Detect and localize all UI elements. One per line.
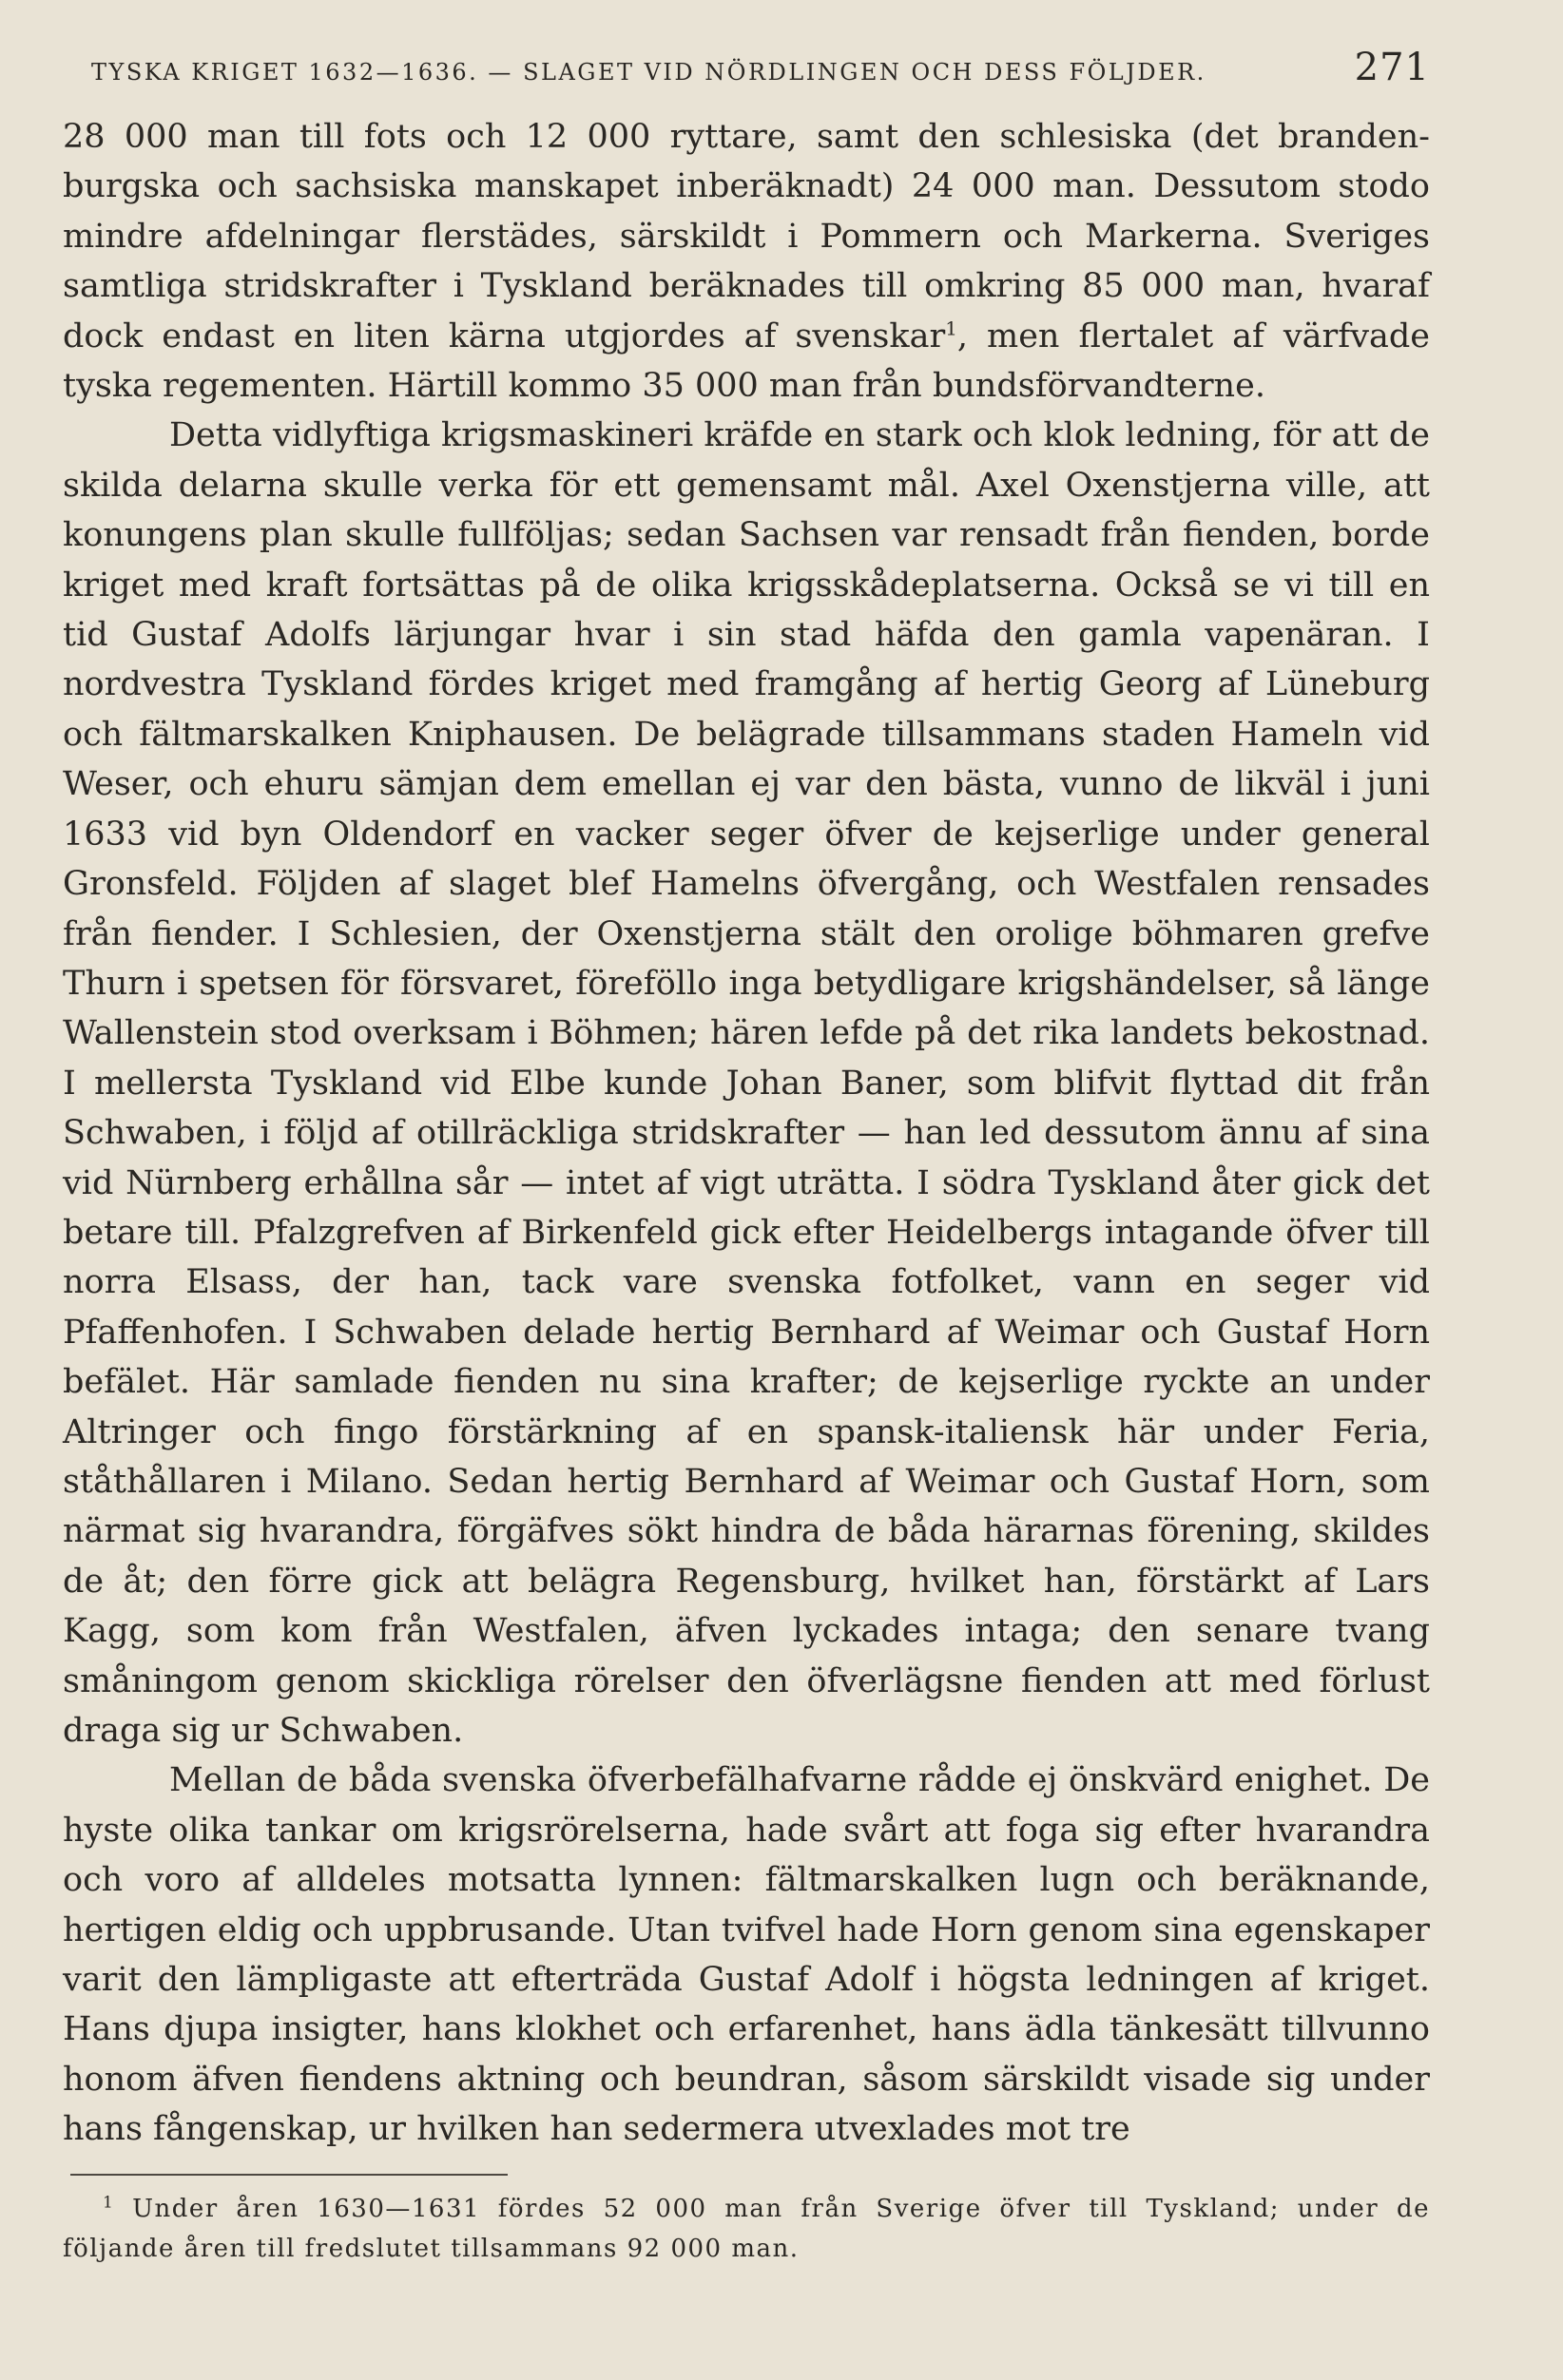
footnote-divider [70,2174,508,2176]
paragraph-2: Detta vidlyftiga krigsmaskineri kräfde en stark och klok ledning, för att de skilda delarna skulle verka för ett gemensamt mål. Axel Oxenstjerna ville, att konungens plan skulle fullföljas; sedan Sachsen var rensadt från fienden, borde kriget med kraft fortsättas på de olika krigsskådeplatserna. Också se vi till en tid Gustaf Adolfs lärjungar hvar i sin stad häfda den gamla vapenäran. I nordvestra Tyskland fördes kriget med framgång af hertig Georg af Lüneburg och fältmarskalken Kniphausen. De belägrade tillsammans staden Hameln vid Weser, och ehuru sämjan dem emellan ej var den bästa, vunno de likväl i juni 1633 vid byn Oldendorf en vacker seger öfver de kejserlige under general Gronsfeld. Följden af slaget blef Hamelns öfvergång, och Westfalen rensades från fiender. I Schlesien, der Oxenstjerna stält den orolige böhmaren grefve Thurn i spetsen för försvaret, föreföllo inga betydligare krigshändelser, så länge Wallenstein stod overksam i Böhmen; hären lefde på det rika landets bekostnad. I mellersta Tyskland vid Elbe kunde Johan Baner, som blifvit flyttad dit från Schwaben, i följd af otillräckliga stridskrafter — han led dessutom ännu af sina vid Nürnberg erhållna sår — intet af vigt uträtta. I södra Tyskland åter gick det betare till. Pfalzgrefven af Birkenfeld gick efter Heidelbergs intagande öfver till norra Elsass, der han, tack vare svenska fotfolket, vann en seger vid Pfaffenhofen. I Schwaben delade hertig Bernhard af Weimar och Gustaf Horn befälet. Här samlade fienden nu sina krafter; de kejserlige ryckte an under Altringer och fingo förstärkning af en spansk-italiensk här under Feria, ståthållaren i Milano. Sedan hertig Bernhard af Weimar och Gustaf Horn, som närmat sig hvarandra, förgäfves sökt hindra de båda härarnas förening, skildes de åt; den förre gick att belägra Regensburg, hvilket han, förstärkt af Lars Kagg, som kom från Westfalen, äfven lyckades intaga; den senare tvang småningom genom skickliga rörelser den öfverlägsne fienden att med förlust draga sig ur Schwaben. [63,416,1430,1750]
paragraph-1-text: 28 000 man till fots och 12 000 ryttare, samt den schlesiska (det brandenburgska och sachsiska manskapet inberäknadt) 24 000 man. Dessutom stodo mindre afdelningar flerstädes, särskildt i Pommern och Markerna. Sveriges samtliga stridskrafter i Tyskland beräknades till omkring 85 000 man, hvaraf dock endast en liten kärna utgjordes af svenskar [63,118,1430,355]
paragraph-1 [63,112,1430,411]
running-header [63,46,1430,112]
paragraph-3: Mellan de båda svenska öfverbefälhafvarne rådde ej önskvärd enighet. De hyste olika tankar om krigsrörelserna, hade svårt att foga sig efter hvarandra och voro af alldeles motsatta lynnen: fältmarskalken lugn och beräknande, hertigen eldig och uppbrusande. Utan tvifvel hade Horn genom sina egenskaper varit den lämpligaste att efterträda Gustaf Adolf i högsta ledningen af kriget. Hans djupa insigter, hans klokhet och erfarenhet, hans ädla tänkesätt tillvunno honom äfven fiendens aktning och beundran, såsom särskildt visade sig under hans fångenskap, ur hvilken han sedermera utvexlades mot tre [63,1761,1430,2149]
footnote-marker: 1 [103,2193,115,2212]
footnote-text: Under åren 1630—1631 fördes 52 000 man från Sverige öfver till Tyskland; under de följande åren till fredslutet tillsammans 92 000 man. [63,2194,1430,2263]
footnote [63,2189,1430,2269]
paragraph-1-continuation: , men flertalet af värfvade tyska regementen. Härtill kommo 35 000 man från bundsförvandterne. [63,317,1430,406]
running-title: TYSKA KRIGET 1632—1636. — SLAGET VID NÖRDLINGEN OCH DESS FÖLJDER. [91,59,1206,86]
body-text [63,112,1430,2155]
footnote-reference[interactable]: 1 [945,316,957,339]
page-number: 271 [1354,46,1430,89]
